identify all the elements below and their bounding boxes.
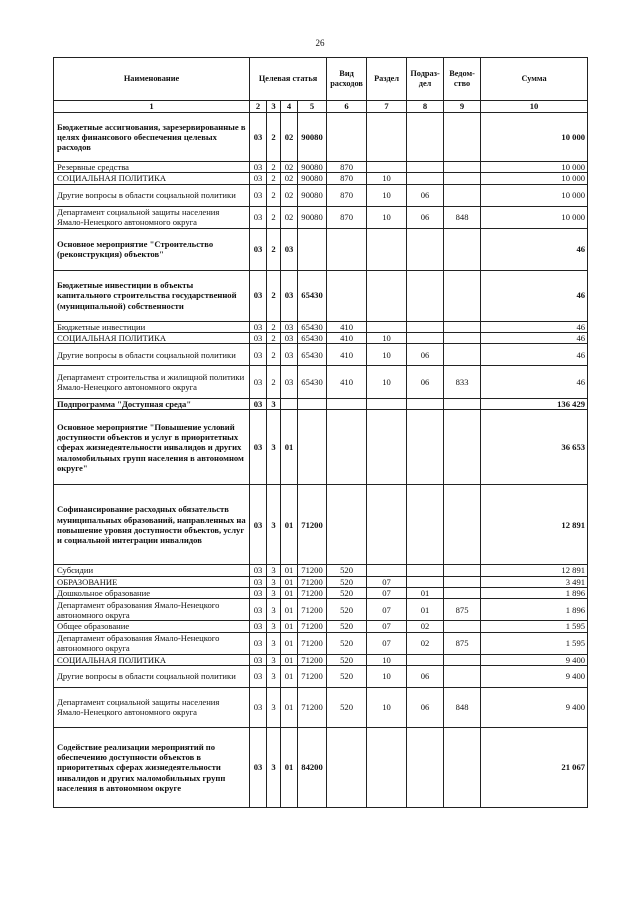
section-code	[367, 485, 407, 565]
section-code	[367, 270, 407, 321]
subsection-code	[407, 173, 444, 184]
column-index: 6	[327, 101, 367, 113]
section-code	[367, 228, 407, 270]
target-subprogram: 2	[267, 270, 281, 321]
target-subprogram: 2	[267, 332, 281, 343]
header-section: Раздел	[367, 58, 407, 101]
subsection-code: 01	[407, 599, 444, 621]
target-direction: 90080	[298, 113, 327, 162]
department-code	[444, 162, 481, 173]
subsection-code	[407, 321, 444, 332]
expense-kind	[327, 270, 367, 321]
target-activity: 01	[281, 687, 298, 727]
expense-kind: 520	[327, 576, 367, 587]
department-code	[444, 665, 481, 687]
expense-kind: 410	[327, 366, 367, 399]
row-name: Основное мероприятие "Строительство (реконструкция) объектов"	[54, 228, 250, 270]
row-name: Департамент образования Ямало-Ненецкого автономного округа	[54, 632, 250, 654]
column-index: 5	[298, 101, 327, 113]
target-program: 03	[250, 206, 267, 228]
target-program: 03	[250, 621, 267, 632]
section-code	[367, 727, 407, 807]
section-code: 07	[367, 621, 407, 632]
target-program: 03	[250, 344, 267, 366]
section-code: 10	[367, 332, 407, 343]
target-direction: 90080	[298, 206, 327, 228]
row-name: Субсидии	[54, 565, 250, 576]
column-index: 2	[250, 101, 267, 113]
expense-kind: 520	[327, 654, 367, 665]
department-code	[444, 588, 481, 599]
row-sum: 46	[481, 344, 588, 366]
target-direction: 65430	[298, 332, 327, 343]
target-subprogram: 3	[267, 565, 281, 576]
expense-kind: 410	[327, 321, 367, 332]
row-sum: 46	[481, 321, 588, 332]
subsection-code: 06	[407, 665, 444, 687]
subsection-code	[407, 485, 444, 565]
department-code	[444, 270, 481, 321]
target-activity: 01	[281, 576, 298, 587]
column-index: 9	[444, 101, 481, 113]
page-number: 26	[315, 38, 325, 48]
row-name: Другие вопросы в области социальной политики	[54, 184, 250, 206]
table-row	[54, 485, 588, 565]
column-index: 8	[407, 101, 444, 113]
row-sum: 46	[481, 332, 588, 343]
subsection-code	[407, 332, 444, 343]
section-code: 07	[367, 576, 407, 587]
section-code: 07	[367, 599, 407, 621]
target-activity: 01	[281, 654, 298, 665]
target-activity: 02	[281, 162, 298, 173]
target-activity: 02	[281, 113, 298, 162]
section-code: 10	[367, 173, 407, 184]
department-code	[444, 399, 481, 410]
section-code	[367, 321, 407, 332]
target-subprogram: 2	[267, 344, 281, 366]
target-activity: 01	[281, 588, 298, 599]
section-code	[367, 113, 407, 162]
table-body	[54, 58, 588, 808]
subsection-code	[407, 654, 444, 665]
row-sum: 10 000	[481, 173, 588, 184]
column-index: 3	[267, 101, 281, 113]
target-subprogram: 3	[267, 588, 281, 599]
row-name: Общее образование	[54, 621, 250, 632]
table-row	[54, 206, 588, 228]
target-program: 03	[250, 654, 267, 665]
target-subprogram: 2	[267, 228, 281, 270]
header-subsection: Подраз-дел	[407, 58, 444, 101]
section-code: 10	[367, 206, 407, 228]
table-row	[54, 332, 588, 343]
target-direction: 90080	[298, 184, 327, 206]
table-row	[54, 599, 588, 621]
row-sum: 46	[481, 228, 588, 270]
table-row	[54, 399, 588, 410]
target-program: 03	[250, 485, 267, 565]
target-subprogram: 2	[267, 184, 281, 206]
section-code: 10	[367, 366, 407, 399]
table-row	[54, 665, 588, 687]
target-subprogram: 2	[267, 366, 281, 399]
table-row	[54, 344, 588, 366]
target-subprogram: 3	[267, 576, 281, 587]
target-direction: 71200	[298, 565, 327, 576]
expense-kind: 520	[327, 687, 367, 727]
row-sum: 9 400	[481, 665, 588, 687]
expense-kind: 520	[327, 599, 367, 621]
target-direction: 71200	[298, 665, 327, 687]
target-activity: 01	[281, 632, 298, 654]
table-row	[54, 621, 588, 632]
row-sum: 46	[481, 366, 588, 399]
target-subprogram: 2	[267, 113, 281, 162]
target-direction	[298, 410, 327, 485]
target-activity: 01	[281, 599, 298, 621]
table-row	[54, 632, 588, 654]
expense-kind	[327, 410, 367, 485]
section-code	[367, 410, 407, 485]
row-name: Резервные средства	[54, 162, 250, 173]
target-activity	[281, 399, 298, 410]
target-program: 03	[250, 173, 267, 184]
target-activity: 01	[281, 727, 298, 807]
target-program: 03	[250, 113, 267, 162]
department-code: 848	[444, 687, 481, 727]
section-code: 10	[367, 184, 407, 206]
subsection-code: 06	[407, 366, 444, 399]
target-activity: 03	[281, 321, 298, 332]
row-sum: 12 891	[481, 485, 588, 565]
column-index: 7	[367, 101, 407, 113]
target-subprogram: 3	[267, 687, 281, 727]
target-direction: 71200	[298, 654, 327, 665]
row-name: Департамент образования Ямало-Ненецкого автономного округа	[54, 599, 250, 621]
target-direction: 71200	[298, 687, 327, 727]
department-code	[444, 410, 481, 485]
department-code: 848	[444, 206, 481, 228]
target-activity: 01	[281, 565, 298, 576]
row-sum: 1 896	[481, 599, 588, 621]
section-code: 07	[367, 588, 407, 599]
target-program: 03	[250, 665, 267, 687]
target-subprogram: 3	[267, 632, 281, 654]
header-target: Целевая статья	[250, 58, 327, 101]
target-subprogram: 2	[267, 206, 281, 228]
target-activity: 03	[281, 366, 298, 399]
expense-kind: 520	[327, 565, 367, 576]
department-code	[444, 565, 481, 576]
table-row	[54, 173, 588, 184]
column-index-row	[54, 101, 588, 113]
expense-kind	[327, 228, 367, 270]
target-subprogram: 3	[267, 654, 281, 665]
target-activity: 01	[281, 665, 298, 687]
column-index: 1	[54, 101, 250, 113]
department-code	[444, 173, 481, 184]
target-direction: 65430	[298, 366, 327, 399]
row-name: Бюджетные инвестиции	[54, 321, 250, 332]
target-subprogram: 2	[267, 173, 281, 184]
subsection-code	[407, 162, 444, 173]
table-row	[54, 184, 588, 206]
table-row	[54, 687, 588, 727]
target-program: 03	[250, 632, 267, 654]
row-sum: 21 067	[481, 727, 588, 807]
subsection-code	[407, 576, 444, 587]
expense-kind	[327, 399, 367, 410]
row-name: Департамент социальной защиты населения Ямало-Ненецкого автономного округа	[54, 206, 250, 228]
target-program: 03	[250, 332, 267, 343]
expense-kind: 520	[327, 621, 367, 632]
target-direction: 90080	[298, 162, 327, 173]
target-subprogram: 3	[267, 399, 281, 410]
department-code	[444, 332, 481, 343]
row-name: Департамент строительства и жилищной политики Ямало-Ненецкого автономного округа	[54, 366, 250, 399]
row-name: Основное мероприятие "Повышение условий доступности объектов и услуг в приоритетных сферах жизнедеятельности инвалидов и других маломобильных групп населения в автономном округе"	[54, 410, 250, 485]
subsection-code	[407, 113, 444, 162]
target-program: 03	[250, 228, 267, 270]
row-sum: 46	[481, 270, 588, 321]
row-sum: 12 891	[481, 565, 588, 576]
row-sum: 9 400	[481, 654, 588, 665]
row-name: Другие вопросы в области социальной политики	[54, 665, 250, 687]
header-sum: Сумма	[481, 58, 588, 101]
department-code: 833	[444, 366, 481, 399]
table-row	[54, 321, 588, 332]
row-sum: 9 400	[481, 687, 588, 727]
target-activity: 03	[281, 332, 298, 343]
target-direction: 71200	[298, 588, 327, 599]
row-sum: 10 000	[481, 184, 588, 206]
target-direction: 90080	[298, 173, 327, 184]
target-direction: 71200	[298, 621, 327, 632]
target-subprogram: 3	[267, 410, 281, 485]
department-code	[444, 654, 481, 665]
target-activity: 03	[281, 228, 298, 270]
department-code	[444, 184, 481, 206]
target-activity: 02	[281, 184, 298, 206]
target-direction: 65430	[298, 321, 327, 332]
subsection-code: 02	[407, 632, 444, 654]
subsection-code: 06	[407, 687, 444, 727]
expense-kind: 520	[327, 632, 367, 654]
row-name: Софинансирование расходных обязательств муниципальных образований, направленных на повышение уровня доступности объектов, услуг и социальной интеграции инвалидов	[54, 485, 250, 565]
section-code	[367, 399, 407, 410]
row-sum: 1 896	[481, 588, 588, 599]
subsection-code	[407, 727, 444, 807]
target-subprogram: 3	[267, 727, 281, 807]
target-program: 03	[250, 687, 267, 727]
department-code	[444, 321, 481, 332]
row-name: Дошкольное образование	[54, 588, 250, 599]
target-program: 03	[250, 565, 267, 576]
subsection-code: 01	[407, 588, 444, 599]
table-row	[54, 565, 588, 576]
target-program: 03	[250, 184, 267, 206]
subsection-code: 06	[407, 344, 444, 366]
subsection-code: 06	[407, 184, 444, 206]
target-subprogram: 3	[267, 665, 281, 687]
subsection-code	[407, 399, 444, 410]
target-subprogram: 2	[267, 321, 281, 332]
target-subprogram: 3	[267, 599, 281, 621]
target-activity: 01	[281, 410, 298, 485]
target-direction	[298, 399, 327, 410]
section-code: 10	[367, 654, 407, 665]
department-code: 875	[444, 599, 481, 621]
expense-kind: 410	[327, 344, 367, 366]
target-direction: 71200	[298, 599, 327, 621]
department-code	[444, 228, 481, 270]
target-direction: 71200	[298, 632, 327, 654]
row-name: Департамент социальной защиты населения Ямало-Ненецкого автономного округа	[54, 687, 250, 727]
table-row	[54, 162, 588, 173]
target-activity: 01	[281, 485, 298, 565]
target-direction: 71200	[298, 576, 327, 587]
row-name: Другие вопросы в области социальной политики	[54, 344, 250, 366]
target-direction: 65430	[298, 344, 327, 366]
row-name: СОЦИАЛЬНАЯ ПОЛИТИКА	[54, 173, 250, 184]
target-program: 03	[250, 576, 267, 587]
header-row	[54, 58, 588, 101]
row-name: СОЦИАЛЬНАЯ ПОЛИТИКА	[54, 654, 250, 665]
target-direction: 65430	[298, 270, 327, 321]
expense-kind: 410	[327, 332, 367, 343]
department-code	[444, 621, 481, 632]
header-kind: Вид расходов	[327, 58, 367, 101]
table-row	[54, 228, 588, 270]
subsection-code	[407, 410, 444, 485]
target-activity: 02	[281, 173, 298, 184]
row-sum: 10 000	[481, 113, 588, 162]
section-code	[367, 565, 407, 576]
row-sum: 10 000	[481, 162, 588, 173]
expense-kind	[327, 727, 367, 807]
department-code	[444, 727, 481, 807]
target-program: 03	[250, 366, 267, 399]
target-subprogram: 3	[267, 621, 281, 632]
table-row	[54, 727, 588, 807]
target-subprogram: 3	[267, 485, 281, 565]
subsection-code	[407, 270, 444, 321]
target-direction: 84200	[298, 727, 327, 807]
target-direction	[298, 228, 327, 270]
target-activity: 02	[281, 206, 298, 228]
subsection-code	[407, 565, 444, 576]
table-row	[54, 366, 588, 399]
row-name: Подпрограмма "Доступная среда"	[54, 399, 250, 410]
table-row	[54, 270, 588, 321]
row-sum: 1 595	[481, 632, 588, 654]
target-activity: 03	[281, 270, 298, 321]
row-name: ОБРАЗОВАНИЕ	[54, 576, 250, 587]
expense-kind: 870	[327, 206, 367, 228]
row-name: Бюджетные ассигнования, зарезервированные в целях финансового обеспечения целевых расходов	[54, 113, 250, 162]
table-row	[54, 588, 588, 599]
target-activity: 03	[281, 344, 298, 366]
table-row	[54, 654, 588, 665]
department-code	[444, 344, 481, 366]
row-sum: 1 595	[481, 621, 588, 632]
subsection-code: 02	[407, 621, 444, 632]
header-name: Наименование	[54, 58, 250, 101]
target-program: 03	[250, 321, 267, 332]
row-sum: 3 491	[481, 576, 588, 587]
target-program: 03	[250, 410, 267, 485]
section-code: 10	[367, 665, 407, 687]
target-activity: 01	[281, 621, 298, 632]
department-code: 875	[444, 632, 481, 654]
department-code	[444, 485, 481, 565]
expense-kind: 870	[327, 173, 367, 184]
expense-kind: 870	[327, 184, 367, 206]
table-row	[54, 113, 588, 162]
subsection-code	[407, 228, 444, 270]
subsection-code: 06	[407, 206, 444, 228]
row-sum: 36 653	[481, 410, 588, 485]
column-index: 10	[481, 101, 588, 113]
target-program: 03	[250, 399, 267, 410]
section-code	[367, 162, 407, 173]
row-name: СОЦИАЛЬНАЯ ПОЛИТИКА	[54, 332, 250, 343]
section-code: 10	[367, 687, 407, 727]
expense-kind	[327, 485, 367, 565]
target-subprogram: 2	[267, 162, 281, 173]
target-program: 03	[250, 270, 267, 321]
header-department: Ведом-ство	[444, 58, 481, 101]
department-code	[444, 576, 481, 587]
target-program: 03	[250, 588, 267, 599]
expense-kind: 870	[327, 162, 367, 173]
target-program: 03	[250, 162, 267, 173]
section-code: 10	[367, 344, 407, 366]
target-direction: 71200	[298, 485, 327, 565]
column-index: 4	[281, 101, 298, 113]
row-name: Содействие реализации мероприятий по обеспечению доступности объектов в приоритетных сферах жизнедеятельности инвалидов и других маломобильных групп населения в автономном округе	[54, 727, 250, 807]
row-sum: 10 000	[481, 206, 588, 228]
table-row	[54, 410, 588, 485]
expense-kind	[327, 113, 367, 162]
target-program: 03	[250, 727, 267, 807]
row-sum: 136 429	[481, 399, 588, 410]
expense-kind: 520	[327, 588, 367, 599]
expense-kind: 520	[327, 665, 367, 687]
target-program: 03	[250, 599, 267, 621]
department-code	[444, 113, 481, 162]
section-code: 07	[367, 632, 407, 654]
table-row	[54, 576, 588, 587]
budget-table	[53, 57, 588, 808]
row-name: Бюджетные инвестиции в объекты капитального строительства государственной (муниципальной) собственности	[54, 270, 250, 321]
